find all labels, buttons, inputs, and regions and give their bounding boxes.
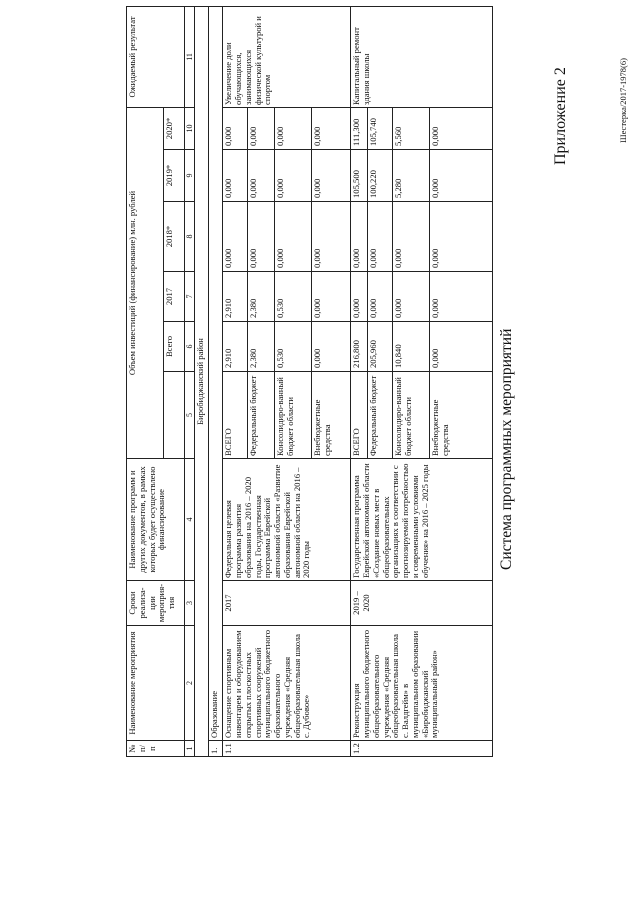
header-2018: 2018* <box>164 202 185 272</box>
value-total: 2,380 <box>248 322 275 372</box>
district-row <box>195 6 209 756</box>
value-2018: 0,000 <box>223 202 248 272</box>
value-2017: 0,000 <box>368 272 393 322</box>
header-2019: 2019* <box>164 150 185 202</box>
header-term: Сроки реализа-ции мероприя-тия <box>127 581 185 626</box>
value-total: 10,840 <box>393 322 430 372</box>
header-num: № п/п <box>127 741 185 757</box>
document-title: Система программных мероприятий <box>498 328 515 570</box>
value-total: 0,000 <box>312 322 351 372</box>
col-number: 11 <box>185 6 195 107</box>
value-2019: 105,500 <box>351 150 368 202</box>
row-num: 1.1 <box>223 741 351 757</box>
value-2018: 0,000 <box>275 202 312 272</box>
row-result: Увеличение доли обучающихся, занимающихся физической культурой и спортом <box>223 6 351 107</box>
value-2018: 0,000 <box>248 202 275 272</box>
value-2019: 0,000 <box>312 150 351 202</box>
value-2018: 0,000 <box>393 202 430 272</box>
value-2018: 0,000 <box>351 202 368 272</box>
source-label: Консолидиро-ванный бюджет области <box>275 372 312 459</box>
measures-table <box>126 6 493 757</box>
col-number: 5 <box>185 372 195 459</box>
table-row <box>351 6 368 756</box>
row-program: Федеральная целевая программа развития образования на 2016 – 2020 годы, Государственная программа Еврейской автономной области «Развитие образования Еврейской автономной области на 2016 – 2020 годы <box>223 459 351 581</box>
col-number: 7 <box>185 272 195 322</box>
value-2020: 0,000 <box>430 107 493 149</box>
value-total: 0,530 <box>275 322 312 372</box>
row-program: Государственная программа Еврейской автономной области «Создание новых мест в общеобразовательных организациях в соответствии с прогнозируемой потребностью и современными условиями обучения» на 2016 – 2025 годы <box>351 459 493 581</box>
header-row <box>127 6 164 756</box>
table-row <box>223 6 248 756</box>
row-term: 2017 <box>223 581 351 626</box>
value-2017: 0,000 <box>351 272 368 322</box>
source-label: ВСЕГО <box>223 372 248 459</box>
value-2018: 0,000 <box>430 202 493 272</box>
value-2017: 0,000 <box>393 272 430 322</box>
header-total: Всего <box>164 322 185 372</box>
document-id: Шестерка/2017-1978(6) <box>618 58 628 143</box>
value-2020: 0,000 <box>223 107 248 149</box>
value-2020: 0,000 <box>248 107 275 149</box>
appendix-label: Приложение 2 <box>552 67 569 165</box>
row-result: Капитальный ремонт здания школы <box>351 6 493 107</box>
header-2020: 2020* <box>164 107 185 149</box>
value-2020: 0,000 <box>275 107 312 149</box>
value-2020: 0,000 <box>312 107 351 149</box>
section-name: Образование <box>209 6 223 740</box>
source-label: ВСЕГО <box>351 372 368 459</box>
value-2019: 100,220 <box>368 150 393 202</box>
value-2019: 0,000 <box>223 150 248 202</box>
source-label: Внебюджетные средства <box>430 372 493 459</box>
header-program: Наименование программ и других документов, в рамках которых будет осуществлено финансирование <box>127 459 185 581</box>
col-number: 1 <box>185 741 195 757</box>
district-name: Биробиджанский район <box>195 6 209 756</box>
value-2019: 0,000 <box>275 150 312 202</box>
value-2020: 105,740 <box>368 107 393 149</box>
header-name: Наименование мероприятия <box>127 626 185 741</box>
source-label: Внебюджетные средства <box>312 372 351 459</box>
value-2019: 5,280 <box>393 150 430 202</box>
value-2020: 111,300 <box>351 107 368 149</box>
header-result: Ожидаемый результат <box>127 6 185 107</box>
header-2017: 2017 <box>164 272 185 322</box>
source-label: Федеральный бюджет <box>368 372 393 459</box>
value-2019: 0,000 <box>248 150 275 202</box>
col-number: 6 <box>185 322 195 372</box>
row-name: Реконструкция муниципального бюджетного общеобразовательного учреждения «Средняя общеобразовательная школа с. Валдгейм» в муниципальном образовании «Биробиджанский муниципальный район» <box>351 626 493 741</box>
source-label: Консолидиро-ванный бюджет области <box>393 372 430 459</box>
row-name: Оснащение спортивным инвентарем и оборудованием открытых плоскостных спортивных сооружений муниципального бюджетного образовательного учреждения «Средняя общеобразовательная школа с. Дубовое» <box>223 626 351 741</box>
col-number: 9 <box>185 150 195 202</box>
row-num: 1.2 <box>351 741 493 757</box>
value-total: 0,000 <box>430 322 493 372</box>
column-number-row <box>185 6 195 756</box>
value-2019: 0,000 <box>430 150 493 202</box>
col-number: 4 <box>185 459 195 581</box>
value-2017: 0,000 <box>430 272 493 322</box>
header-spacer <box>164 372 185 459</box>
value-2017: 0,000 <box>312 272 351 322</box>
source-label: Федеральный бюджет <box>248 372 275 459</box>
value-total: 2,910 <box>223 322 248 372</box>
section-row <box>209 6 223 756</box>
value-2017: 2,910 <box>223 272 248 322</box>
value-2017: 2,380 <box>248 272 275 322</box>
header-invest-group: Объем инвестиций (финансирование) млн. рублей <box>127 107 164 458</box>
value-2017: 0,530 <box>275 272 312 322</box>
row-term: 2019 – 2020 <box>351 581 493 626</box>
col-number: 10 <box>185 107 195 149</box>
value-total: 216,800 <box>351 322 368 372</box>
col-number: 2 <box>185 626 195 741</box>
value-2018: 0,000 <box>368 202 393 272</box>
value-2018: 0,000 <box>312 202 351 272</box>
value-total: 205,960 <box>368 322 393 372</box>
col-number: 8 <box>185 202 195 272</box>
section-num: 1. <box>209 741 223 757</box>
col-number: 3 <box>185 581 195 626</box>
value-2020: 5,560 <box>393 107 430 149</box>
